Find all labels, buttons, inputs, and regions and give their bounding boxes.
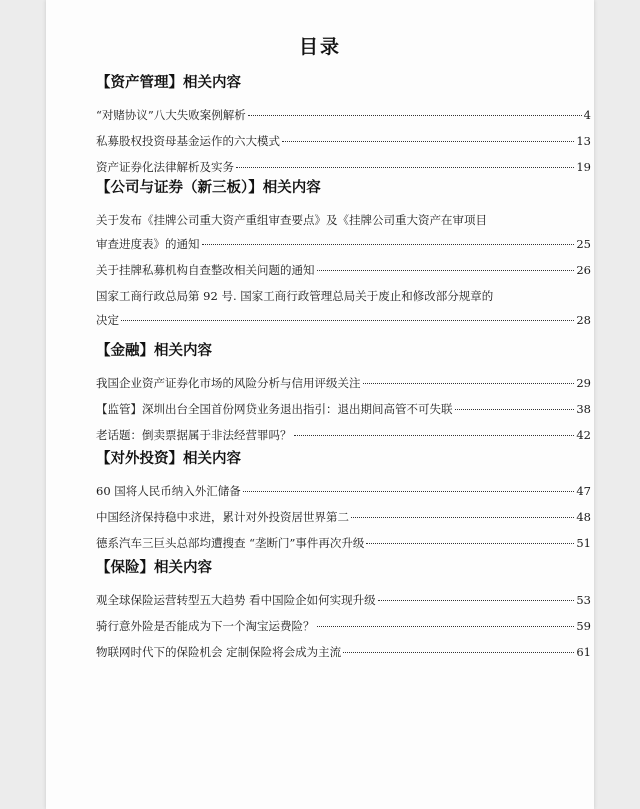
entry-title: 60 国将人民币纳入外汇储备 [96, 484, 241, 498]
page-title: 目录 [298, 36, 341, 58]
entry-page-number: 51 [576, 536, 591, 550]
toc-entry[interactable] [96, 155, 591, 179]
entry-title: 私募股权投资母基金运作的六大模式 [96, 134, 280, 148]
dot-leader [366, 543, 574, 544]
entry-title-continued: 决定 [96, 313, 119, 327]
entry-page-number: 13 [576, 134, 591, 148]
entry-title-continued: 审查进度表》的通知 [96, 237, 200, 251]
dot-leader [243, 491, 575, 492]
toc-section-finance [96, 340, 591, 449]
section-heading: 【对外投资】相关内容 [96, 451, 241, 467]
entry-title: 资产证券化法律解析及实务 [96, 160, 234, 174]
toc-section-insurance [96, 557, 591, 666]
toc-section-asset-management [96, 72, 591, 181]
entry-page-number: 48 [576, 510, 591, 524]
toc-entry[interactable] [96, 423, 591, 447]
entry-page-number: 47 [576, 484, 591, 498]
toc-entry[interactable] [96, 505, 591, 529]
entry-title: 物联网时代下的保险机会 定制保险将会成为主流 [96, 645, 342, 659]
dot-leader [282, 141, 574, 142]
entry-title: 骑行意外险是否能成为下一个淘宝运费险？ [96, 619, 315, 633]
section-heading: 【资产管理】相关内容 [96, 75, 241, 91]
dot-leader [248, 115, 582, 116]
toc-entry[interactable] [96, 479, 591, 503]
entry-title: 德系汽车三巨头总部均遭搜查 “垄断门”事件再次升级 [96, 536, 365, 550]
entry-page-number: 53 [576, 593, 591, 607]
entry-page-number: 59 [576, 619, 591, 633]
entry-page-number: 42 [576, 428, 591, 442]
entry-page-number: 25 [576, 237, 591, 251]
dot-leader [294, 435, 575, 436]
toc-entry[interactable] [96, 208, 591, 256]
entry-page-number: 19 [576, 160, 591, 174]
dot-leader [343, 652, 574, 653]
toc-entry[interactable] [96, 614, 591, 638]
document-page [46, 0, 594, 809]
toc-entry[interactable] [96, 640, 591, 664]
entry-title: 关于发布《挂牌公司重大资产重组审查要点》及《挂牌公司重大资产在审项目 [96, 213, 487, 227]
entry-page-number: 28 [576, 313, 591, 327]
toc-entry[interactable] [96, 129, 591, 153]
dot-leader [351, 517, 574, 518]
dot-leader [121, 320, 574, 321]
section-heading: 【保险】相关内容 [96, 560, 212, 576]
entry-title: 国家工商行政总局第 92 号. 国家工商行政管理总局关于废止和修改部分规章的 [96, 289, 494, 303]
toc-entry[interactable] [96, 531, 591, 555]
entry-page-number: 4 [583, 108, 591, 122]
dot-leader [317, 270, 575, 271]
dot-leader [236, 167, 574, 168]
section-heading: 【金融】相关内容 [96, 343, 212, 359]
dot-leader [317, 626, 575, 627]
entry-page-number: 26 [576, 263, 591, 277]
toc-section-foreign-investment [96, 448, 591, 557]
toc-entry[interactable] [96, 588, 591, 612]
section-heading: 【公司与证券（新三板）】相关内容 [96, 180, 321, 196]
entry-page-number: 29 [576, 376, 591, 390]
toc-entry[interactable] [96, 371, 591, 395]
dot-leader [202, 244, 575, 245]
entry-page-number: 61 [576, 645, 591, 659]
entry-title: 我国企业资产证券化市场的风险分析与信用评级关注 [96, 376, 361, 390]
toc-entry[interactable] [96, 397, 591, 421]
entry-title: 中国经济保持稳中求进，累计对外投资居世界第二 [96, 510, 349, 524]
toc-section-company-securities [96, 177, 591, 334]
entry-title: 观全球保险运营转型五大趋势 看中国险企如何实现升级 [96, 593, 376, 607]
entry-title: 【监管】深圳出台全国首份网贷业务退出指引：退出期间高管不可失联 [96, 402, 453, 416]
toc-entry[interactable] [96, 284, 591, 332]
toc-entry[interactable] [96, 103, 591, 127]
entry-page-number: 38 [576, 402, 591, 416]
entry-title: 老话题：倒卖票据属于非法经营罪吗？ [96, 428, 292, 442]
toc-entry[interactable] [96, 258, 591, 282]
dot-leader [378, 600, 575, 601]
entry-title: “对赌协议”八大失败案例解析 [96, 108, 246, 122]
dot-leader [455, 409, 575, 410]
entry-title: 关于挂牌私募机构自查整改相关问题的通知 [96, 263, 315, 277]
dot-leader [363, 383, 575, 384]
